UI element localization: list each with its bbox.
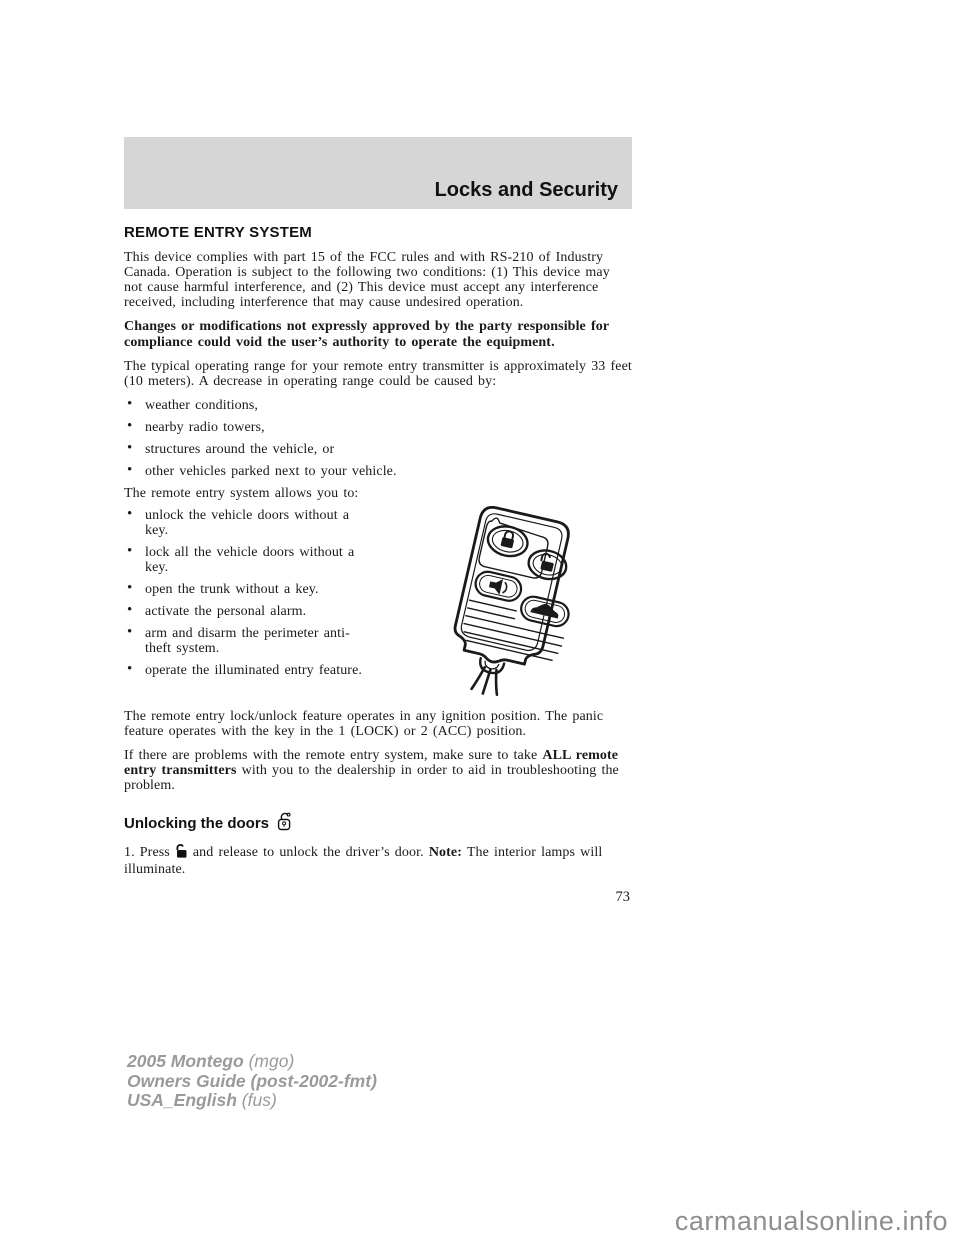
footer-language-code: (fus) — [241, 1090, 277, 1110]
list-item: • weather conditions, — [124, 398, 632, 413]
paragraph-allows-intro: The remote entry system allows you to: — [124, 486, 359, 501]
sub-heading-label: Unlocking the doors — [124, 815, 270, 832]
paragraph-operating-range: The typical operating range for your remote entry transmitter is approximately 33 feet (10 meters). A decrease in operating range could be caused by: — [124, 359, 632, 389]
watermark-text: carmanualsonline.info — [674, 1206, 948, 1236]
publication-footer — [127, 1052, 377, 1111]
features-list — [124, 508, 376, 685]
paragraph-modification-warning: Changes or modifications not expressly approved by the party responsible for compliance could void the user’s authority to operate the equipment. — [124, 319, 609, 350]
footer-model: 2005 Montego — [127, 1051, 244, 1071]
section-heading: REMOTE ENTRY SYSTEM — [124, 224, 312, 241]
footer-line-guide: Owners Guide (post-2002-fmt) — [127, 1070, 377, 1091]
features-and-figure-row — [124, 508, 632, 702]
list-item: • unlock the vehicle doors without a key. — [124, 508, 376, 538]
paragraph-troubleshooting — [124, 748, 632, 793]
remote-transmitter-figure — [434, 506, 594, 702]
note-label: Note: — [428, 845, 462, 860]
footer-line-language — [127, 1091, 377, 1111]
step-text: 1. Press — [124, 845, 170, 860]
step-1-paragraph — [124, 843, 632, 877]
chapter-title: Locks and Security — [434, 179, 618, 201]
list-item: • nearby radio towers, — [124, 420, 632, 435]
open-padlock-filled-icon — [174, 843, 189, 862]
lock-button-icon — [485, 523, 530, 560]
page-number: 73 — [615, 889, 630, 905]
list-item: • structures around the vehicle, or — [124, 442, 632, 457]
chapter-header-bar — [124, 137, 632, 209]
list-item: • other vehicles parked next to your vehicle. — [124, 464, 632, 479]
remote-transmitter-illustration — [434, 506, 594, 702]
unlocking-doors-heading — [124, 810, 632, 832]
paragraph-text: If there are problems with the remote entry system, make sure to take — [124, 748, 543, 763]
footer-language: USA_English — [127, 1090, 237, 1110]
footer-line-model — [127, 1052, 377, 1072]
all-transmitters-bold-text: ALL remote entry transmitters — [124, 748, 619, 778]
range-causes-list — [124, 398, 632, 479]
step-text: and release to unlock the driver’s door. — [192, 845, 429, 860]
list-item: • operate the illuminated entry feature. — [124, 663, 376, 678]
list-item: • activate the personal alarm. — [124, 604, 376, 619]
paragraph-text: with you to the dealership in order to aid in troubleshooting the problem. — [124, 763, 619, 793]
trunk-button-icon — [519, 594, 571, 628]
open-padlock-outline-icon — [276, 810, 293, 832]
list-item: • lock all the vehicle doors without a key. — [124, 545, 376, 575]
paragraph-fcc-compliance: This device complies with part 15 of the FCC rules and with RS-210 of Industry Canada. Operation is subject to the following two conditions: (1) This device may not cause harmful interference, and (2) This device must accept any interference received, including interference that may cause undesired operation. — [124, 250, 610, 310]
list-item: • open the trunk without a key. — [124, 582, 376, 597]
step-text: The interior lamps will illuminate. — [124, 845, 603, 877]
paragraph-ignition-position: The remote entry lock/unlock feature operates in any ignition position. The panic feature operates with the key in the 1 (LOCK) or 2 (ACC) position. — [124, 709, 604, 739]
page-content-column — [124, 137, 632, 906]
footer-model-code: (mgo) — [248, 1051, 295, 1071]
list-item: • arm and disarm the perimeter anti-theft system. — [124, 626, 376, 656]
